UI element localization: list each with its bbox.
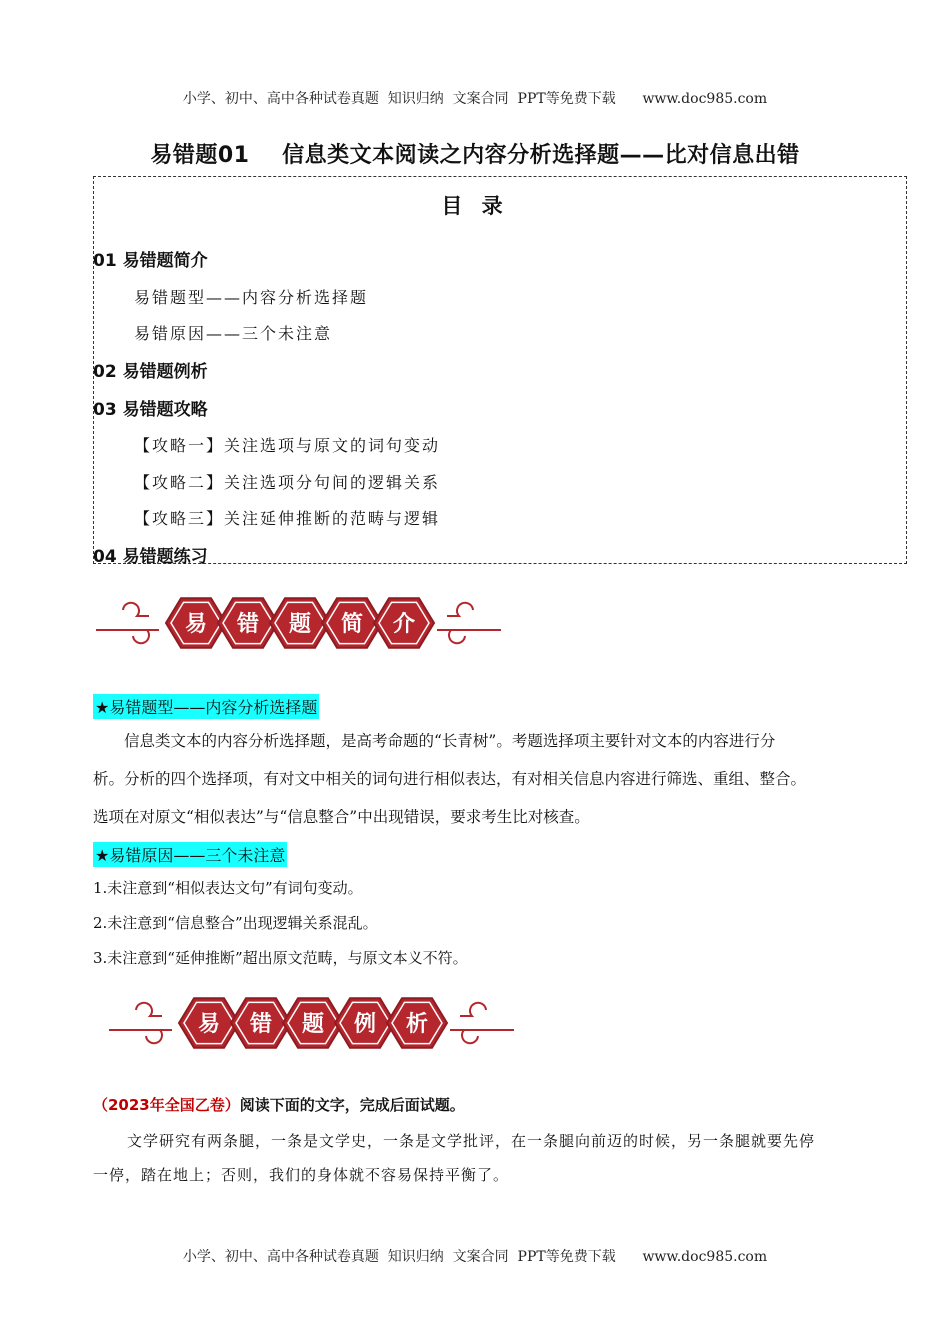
heading-question-type: ★易错题型——内容分析选择题 <box>93 694 319 719</box>
reading-line-2: 一停，踏在地上；否则，我们的身体就不容易保持平衡了。 <box>93 1166 510 1184</box>
heading-error-reason: ★易错原因——三个未注意 <box>93 842 287 867</box>
page-header: 小学、初中、高中各种试卷真题 知识归纳 文案合同 PPT等免费下载 www.doc985.com <box>182 91 768 107</box>
banner-example-char-2: 错 <box>249 1012 273 1037</box>
reason-item-1: 1.未注意到“相似表达文句”有词句变动。 <box>93 879 363 897</box>
banner-intro-char-2: 错 <box>236 612 260 637</box>
reason-item-3: 3.未注意到“延伸推断”超出原文范畴，与原文本义不符。 <box>93 949 468 967</box>
toc-item-reason[interactable]: 易错原因——三个未注意 <box>134 324 333 343</box>
banner-example-char-1: 易 <box>197 1012 221 1037</box>
toc-item-strategy-3[interactable]: 【攻略三】关注延伸推断的范畴与逻辑 <box>134 509 441 528</box>
banner-intro-char-3: 题 <box>288 612 312 637</box>
banner-left-ornament <box>109 1003 172 1044</box>
banner-intro-char-1: 易 <box>184 612 208 637</box>
banner-intro-char-4: 简 <box>340 612 364 637</box>
banner-example-char-3: 题 <box>301 1012 325 1037</box>
reading-line-1: 文学研究有两条腿，一条是文学史，一条是文学批评，在一条腿向前迈的时候，另一条腿就要先停 <box>127 1132 816 1150</box>
document-title: 易错题01 信息类文本阅读之内容分析选择题——比对信息出错 <box>150 143 800 168</box>
banner-right-ornament <box>450 1003 514 1044</box>
reading-passage <box>93 1124 853 1192</box>
example-instruction: 阅读下面的文字，完成后面试题。 <box>239 1096 465 1114</box>
toc-heading: 目 录 <box>441 194 509 218</box>
reason-item-2: 2.未注意到“信息整合”出现逻辑关系混乱。 <box>93 914 378 932</box>
section-banner-example <box>106 992 526 1054</box>
banner-right-ornament <box>437 603 501 644</box>
intro-para-line-2: 析。分析的四个选择项，有对文中相关的词句进行相似表达，有对相关信息内容进行筛选、重组、整合。 <box>93 770 807 788</box>
toc-item-type[interactable]: 易错题型——内容分析选择题 <box>134 288 369 307</box>
toc-section-practice[interactable]: 04 易错题练习 <box>93 547 208 567</box>
example-source-line <box>93 1094 465 1115</box>
toc-section-strategy[interactable]: 03 易错题攻略 <box>93 400 208 420</box>
section-banner-intro <box>93 592 513 654</box>
banner-intro-char-5: 介 <box>392 612 416 637</box>
banner-example-char-4: 例 <box>353 1012 377 1037</box>
banner-left-ornament <box>96 603 159 644</box>
toc-item-strategy-1[interactable]: 【攻略一】关注选项与原文的词句变动 <box>134 436 441 455</box>
toc-item-strategy-2[interactable]: 【攻略二】关注选项分句间的逻辑关系 <box>134 473 441 492</box>
page-footer: 小学、初中、高中各种试卷真题 知识归纳 文案合同 PPT等免费下载 www.doc985.com <box>182 1249 768 1265</box>
intro-paragraph <box>93 722 853 836</box>
banner-example-char-5: 析 <box>405 1012 429 1037</box>
example-source: （2023年全国乙卷） <box>93 1096 240 1114</box>
toc-section-example[interactable]: 02 易错题例析 <box>93 362 208 382</box>
toc-section-intro[interactable]: 01 易错题简介 <box>93 251 208 271</box>
intro-para-line-1: 信息类文本的内容分析选择题，是高考命题的“长青树”。考题选择项主要针对文本的内容进行分 <box>124 732 776 750</box>
intro-para-line-3: 选项在对原文“相似表达”与“信息整合”中出现错误，要求考生比对核查。 <box>93 808 590 826</box>
